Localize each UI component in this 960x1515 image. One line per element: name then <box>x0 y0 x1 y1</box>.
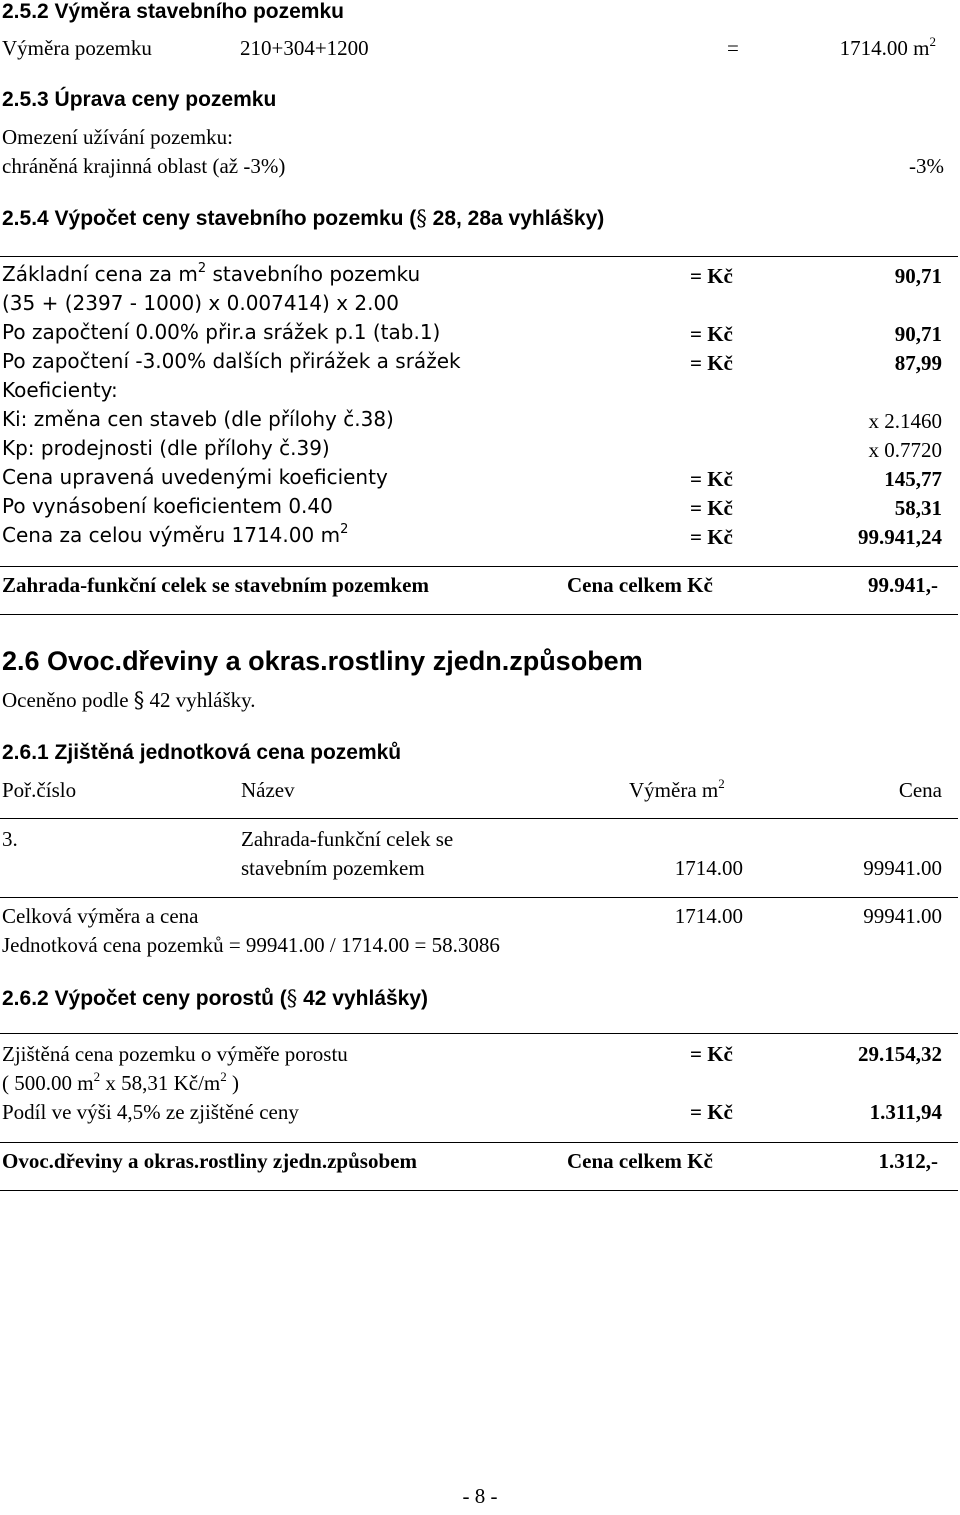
row-number: 3. <box>2 827 18 851</box>
calc-value: 1.311,94 <box>869 1100 942 1124</box>
calc-label: (35 + (2397 - 1000) x 0.007414) x 2.00 <box>2 291 399 315</box>
section-heading: 2.6.1 Zjištěná jednotková cena pozemků <box>2 741 402 764</box>
calc-label: Po započtení 0.00% přir.a srážek p.1 (tab.1) <box>2 320 441 344</box>
total-eq: Cena celkem Kč <box>567 573 713 597</box>
total-eq: Cena celkem Kč <box>567 1149 713 1173</box>
calc-eq: = Kč <box>690 467 733 491</box>
equals-sign: = <box>727 36 739 60</box>
calc-value: 90,71 <box>894 264 942 288</box>
unit-price-line: Jednotková cena pozemků = 99941.00 / 1714.00 = 58.3086 <box>2 933 500 957</box>
restriction-value: -3% <box>909 154 944 178</box>
total-value: 99.941,- <box>868 573 938 597</box>
calc-label: ( 500.00 $m^2$ x 58,31 $Kč/m^2$ ) <box>2 1069 239 1095</box>
divider <box>0 1033 958 1034</box>
calc-eq: = Kč <box>690 1042 733 1066</box>
calc-label: Podíl ve výši 4,5% ze zjištěné ceny <box>2 1100 299 1124</box>
calc-eq: = Kč <box>690 525 733 549</box>
calc-value: 58,31 <box>894 496 942 520</box>
column-header: Cena <box>898 778 942 802</box>
calc-value: 90,71 <box>894 322 942 346</box>
section-note: Oceněno podle § 42 vyhlášky. <box>2 688 256 712</box>
calc-eq: = Kč <box>690 496 733 520</box>
section-heading: 2.6.2 Výpočet ceny porostů (§ 42 vyhlášky) <box>2 986 429 1010</box>
total-price: 99941.00 <box>863 904 942 928</box>
section-heading: 2.5.3 Úprava ceny pozemku <box>2 88 277 111</box>
total-label: Ovoc.dřeviny a okras.rostliny zjedn.způsobem <box>2 1149 417 1173</box>
divider <box>0 566 958 567</box>
area-formula: 210+304+1200 <box>240 36 369 60</box>
divider <box>0 818 958 819</box>
calc-label: Základní cena za $m^2$ stavebního pozemku <box>2 261 421 286</box>
calc-label: Ki: změna cen staveb (dle přílohy č.38) <box>2 407 394 431</box>
restriction-label: Omezení užívání pozemku: <box>2 125 233 149</box>
calc-label: Po vynásobení koeficientem 0.40 <box>2 494 333 518</box>
calc-eq: = Kč <box>690 264 733 288</box>
calc-value: 29.154,32 <box>858 1042 942 1066</box>
calc-eq: = Kč <box>690 1100 733 1124</box>
row-name: stavebním pozemkem <box>241 856 425 880</box>
row-name: Zahrada-funkční celek se <box>241 827 454 851</box>
section-heading: 2.5.2 Výměra stavebního pozemku <box>2 0 344 23</box>
divider <box>0 897 958 898</box>
total-label: Zahrada-funkční celek se stavebním pozemkem <box>2 573 429 597</box>
divider <box>0 256 958 257</box>
row-area: 1714.00 <box>674 856 743 880</box>
section-heading: 2.6 Ovoc.dřeviny a okras.rostliny zjedn.způsobem <box>2 646 643 676</box>
column-header: Výměra $m^2$ <box>629 776 725 802</box>
total-label: Celková výměra a cena <box>2 904 199 928</box>
divider <box>0 614 958 615</box>
section-heading: 2.5.4 Výpočet ceny stavebního pozemku (§ 28, 28a vyhlášky) <box>2 206 605 230</box>
calc-label: Koeficienty: <box>2 378 118 402</box>
coefficient-value: x 0.7720 <box>868 438 942 462</box>
calc-label: Cena upravená uvedenými koeficienty <box>2 465 388 489</box>
area-result: 1714.00 $m^2$ <box>839 34 936 60</box>
coefficient-value: x 2.1460 <box>868 409 942 433</box>
calc-label: Cena za celou výměru 1714.00 $m^2$ <box>2 522 349 547</box>
divider <box>0 1142 958 1143</box>
total-value: 1.312,- <box>878 1149 938 1173</box>
calc-value: 99.941,24 <box>858 525 942 549</box>
page-number: - 8 - <box>462 1484 498 1508</box>
divider <box>0 1190 958 1191</box>
column-header: Název <box>241 778 295 802</box>
row-price: 99941.00 <box>863 856 942 880</box>
calc-eq: = Kč <box>690 322 733 346</box>
total-area: 1714.00 <box>674 904 743 928</box>
calc-label: Po započtení -3.00% dalších přirážek a srážek <box>2 349 461 373</box>
calc-label: Zjištěná cena pozemku o výměře porostu <box>2 1042 348 1066</box>
area-label: Výměra pozemku <box>2 36 152 60</box>
restriction-detail: chráněná krajinná oblast (až -3%) <box>2 154 286 178</box>
calc-value: 87,99 <box>894 351 942 375</box>
calc-value: 145,77 <box>884 467 942 491</box>
calc-label: Kp: prodejnosti (dle přílohy č.39) <box>2 436 330 460</box>
calc-eq: = Kč <box>690 351 733 375</box>
column-header: Poř.číslo <box>2 778 77 802</box>
